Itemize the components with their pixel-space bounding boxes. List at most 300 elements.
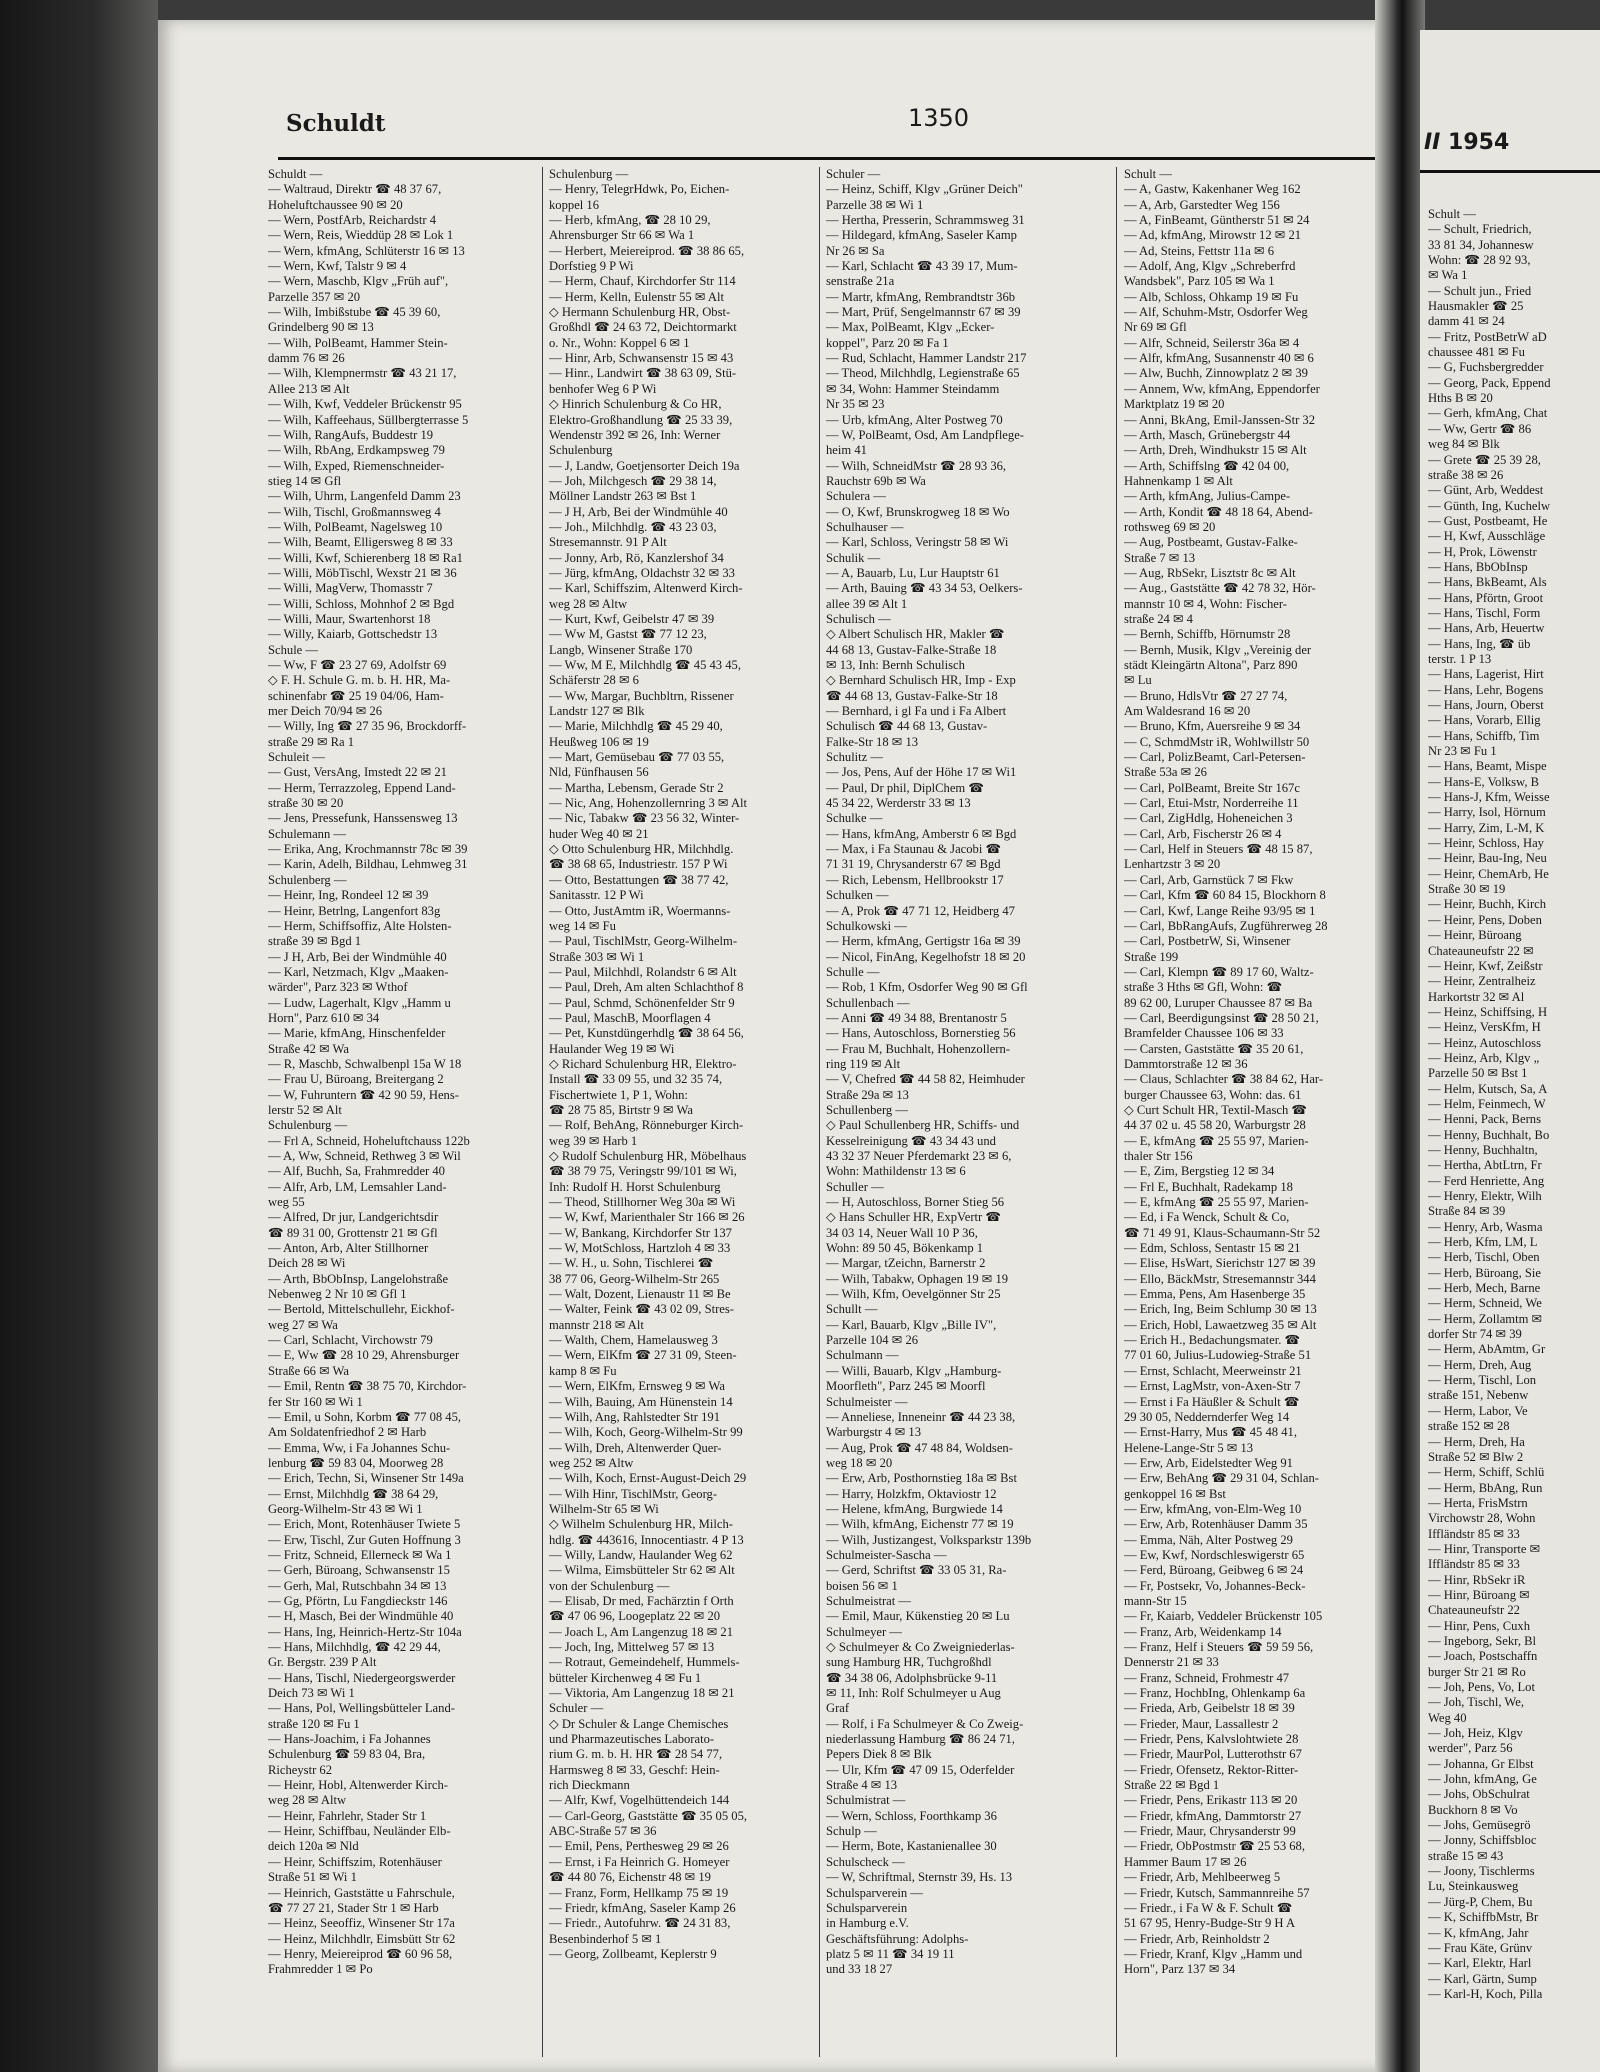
facing-entry-line: — Herm, AbAmtm, Gr (1428, 1342, 1546, 1357)
facing-entry-line: — Heinr, Buchh, Kirch (1428, 897, 1547, 912)
directory-entry-line: — Ferd, Büroang, Geibweg 6 ✉ 24 (1124, 1563, 1304, 1578)
directory-entry-line: — Franz, Schneid, Frohmestr 47 (1124, 1670, 1290, 1685)
directory-entry-line: Schulmeyer — (826, 1624, 902, 1639)
directory-entry-line: Schulmeister — (826, 1394, 908, 1409)
directory-entry-line: kamp 8 ✉ Fu (549, 1363, 617, 1378)
directory-entry-line: — Heinz, Seeoffiz, Winsener Str 17a (268, 1916, 455, 1931)
directory-entry-line: Georg-Wilhelm-Str 43 ✉ Wi 1 (268, 1501, 423, 1516)
directory-entry-line: — Willi, Schloss, Mohnhof 2 ✉ Bgd (268, 596, 455, 611)
directory-entry-line: — Carl, PolizBeamt, Carl-Petersen- (1124, 750, 1306, 765)
directory-entry-line: — Adolf, Ang, Klgv „Schreberfrd (1124, 259, 1296, 274)
directory-entry-line: straße 29 ✉ Ra 1 (268, 734, 355, 749)
facing-entry-line: — Herm, Dreh, Ha (1428, 1434, 1525, 1449)
directory-entry-line: ✉ Lu (1124, 673, 1152, 688)
directory-entry-line: ◇ Paul Schullenberg HR, Schiffs- und (826, 1118, 1020, 1133)
directory-entry-line: — Erika, Ang, Krochmannstr 78c ✉ 39 (268, 842, 468, 857)
directory-entry-line: lerstr 52 ✉ Alt (268, 1102, 342, 1117)
directory-entry-line: — Rolf, i Fa Schulmeyer & Co Zweig- (826, 1716, 1024, 1731)
directory-entry-line: — Kurt, Kwf, Geibelstr 47 ✉ 39 (549, 611, 715, 626)
directory-entry-line: Schulle — (826, 964, 880, 979)
directory-entry-line: — Erw, Arb, Rotenhäuser Damm 35 (1124, 1517, 1308, 1532)
directory-entry-line: Großhdl ☎ 24 63 72, Deichtormarkt (549, 320, 737, 335)
directory-entry-line: — Gg, Pförtn, Lu Fangdieckstr 146 (268, 1593, 448, 1608)
directory-entry-line: — W. H., u. Sohn, Tischlerei ☎ (549, 1256, 714, 1271)
directory-entry-line: ✉ 11, Inh: Rolf Schulmeyer u Aug (826, 1686, 1001, 1701)
directory-entry-line: — Anneliese, Inneneinr ☎ 44 23 38, (826, 1409, 1016, 1424)
directory-entry-line: Deich 28 ✉ Wi (268, 1256, 346, 1271)
directory-entry-line: — Alfr, Arb, LM, Lemsahler Land- (268, 1179, 447, 1194)
directory-entry-line: — Rolf, BehAng, Rönneburger Kirch- (549, 1118, 744, 1133)
facing-entry-line: Lu, Steinkausweg (1428, 1879, 1519, 1894)
directory-entry-line: — Wilh, Koch, Ernst-August-Deich 29 (549, 1471, 747, 1486)
directory-entry-line: — Walth, Chem, Hamelausweg 3 (549, 1333, 718, 1348)
directory-entry-line: Lenhartzstr 3 ✉ 20 (1124, 857, 1221, 872)
directory-entry-line: ◇ Albert Schulisch HR, Makler ☎ (826, 627, 1005, 642)
directory-entry-line: — A, FinBeamt, Güntherstr 51 ✉ 24 (1124, 213, 1310, 228)
directory-entry-line: — W, Schriftmal, Sternstr 39, Hs. 13 (826, 1870, 1013, 1885)
directory-entry-line: — Friedr, Kutsch, Sammannreihe 57 (1124, 1885, 1310, 1900)
directory-entry-line: — Wern, Maschb, Klgv „Früh auf", (268, 274, 449, 289)
directory-entry-line: — Ulr, Kfm ☎ 47 09 15, Oderfelder (826, 1762, 1015, 1777)
directory-entry-line: — Wilh, kfmAng, Eichenstr 77 ✉ 19 (826, 1517, 1014, 1532)
directory-entry-line: weg 39 ✉ Harb 1 (549, 1133, 638, 1148)
directory-entry-line: Bramfelder Chaussee 106 ✉ 33 (1124, 1026, 1284, 1041)
facing-entry-line: — Hans, Tischl, Form (1428, 605, 1541, 620)
facing-entry-line: — John, kfmAng, Ge (1428, 1772, 1537, 1787)
directory-entry-line: — Wilh, Justizangest, Volksparkstr 139b (826, 1532, 1032, 1547)
directory-entry-line: Pepers Diek 8 ✉ Blk (826, 1747, 932, 1762)
directory-entry-line: — Ww M, Gastst ☎ 77 12 23, (549, 627, 707, 642)
directory-entry-line: senstraße 21a (826, 274, 895, 289)
directory-entry-line: — Erw, kfmAng, von-Elm-Weg 10 (1124, 1501, 1302, 1516)
directory-entry-line: — Emma, Näh, Alter Postweg 29 (1124, 1532, 1293, 1547)
directory-entry-line: 44 68 13, Gustav-Falke-Straße 18 (826, 642, 997, 657)
directory-entry-line: — W, MotSchloss, Hartzloh 4 ✉ 33 (549, 1241, 731, 1256)
directory-entry-line: — Paul, Dreh, Am alten Schlachthof 8 (549, 980, 744, 995)
directory-entry-line: straße 39 ✉ Bgd 1 (268, 934, 362, 949)
facing-entry-line: — Gerh, kfmAng, Chat (1428, 406, 1548, 421)
directory-entry-line: — Martha, Lebensm, Gerade Str 2 (549, 780, 724, 795)
directory-entry-line: hdlg. ☎ 443616, Innocentiastr. 4 P 13 (549, 1532, 744, 1547)
directory-entry-line: — Hertha, Presserin, Schrammsweg 31 (826, 213, 1025, 228)
directory-entry-line: — E, kfmAng ☎ 25 55 97, Marien- (1124, 1195, 1309, 1210)
directory-entry-line: — J H, Arb, Bei der Windmühle 40 (549, 504, 728, 519)
facing-entry-line: — Johs, Gemüsegrö (1428, 1818, 1531, 1833)
directory-entry-line: — Wern, ElKfm ☎ 27 31 09, Steen- (549, 1348, 737, 1363)
directory-entry-line: — Heinrich, Gaststätte u Fahrschule, (268, 1885, 455, 1900)
directory-entry-line: Sanitasstr. 12 P Wi (549, 888, 644, 903)
directory-entry-line: — Friedr., Autofuhrw. ☎ 24 31 83, (549, 1916, 731, 1931)
facing-entry-line: — Hans, Beamt, Mispe (1428, 759, 1547, 774)
facing-entry-line: — Henny, Buchhalt, Bo (1428, 1127, 1550, 1142)
directory-entry-line: — Annem, Ww, kfmAng, Eppendorfer (1124, 381, 1320, 396)
directory-entry-line: — Ludw, Lagerhalt, Klgv „Hamm u (268, 995, 451, 1010)
directory-entry-line: — Willy, Ing ☎ 27 35 96, Brockdorff- (268, 719, 467, 734)
directory-entry-line: — Margar, tZeichn, Barnerstr 2 (826, 1256, 986, 1271)
directory-entry-line: — Erich, Ing, Beim Schlump 30 ✉ 13 (1124, 1302, 1317, 1317)
column-1 (268, 167, 538, 1978)
directory-entry-line: — Max, PolBeamt, Klgv „Ecker- (826, 320, 995, 335)
directory-entry-line: — Paul, MaschB, Moorflagen 4 (549, 1010, 711, 1025)
directory-entry-line: — Wern, Reis, Wieddüp 28 ✉ Lok 1 (268, 228, 454, 243)
directory-entry-line: Nr 26 ✉ Sa (826, 243, 885, 258)
directory-entry-line: Schulmann — (826, 1348, 899, 1363)
facing-entry-line: — Herb, Tischl, Oben (1428, 1250, 1540, 1265)
directory-entry-line: — Heinr, Schiffbau, Neuländer Elb- (268, 1824, 451, 1839)
directory-entry-line: ☎ 44 80 76, Eichenstr 48 ✉ 19 (549, 1870, 711, 1885)
facing-entry-line: weg 84 ✉ Blk (1428, 437, 1500, 452)
column-2 (549, 167, 819, 1962)
directory-entry-line: — Bernhard, i gl Fa und i Fa Albert (826, 704, 1007, 719)
directory-entry-line: Parzelle 38 ✉ Wi 1 (826, 197, 924, 212)
directory-entry-line: — Walt, Dozent, Lienaustr 11 ✉ Be (549, 1287, 731, 1302)
directory-entry-line: damm 76 ✉ 26 (268, 351, 345, 366)
page-header (286, 100, 1420, 150)
facing-entry-line: — G, Fuchsbergredder (1428, 360, 1544, 375)
directory-entry-line: ☎ 44 68 13, Gustav-Falke-Str 18 (826, 688, 998, 703)
directory-entry-line: — R, Maschb, Schwalbenpl 15a W 18 (268, 1056, 462, 1071)
facing-entry-line: — Jürg-P, Chem, Bu (1428, 1894, 1533, 1909)
directory-entry-line: — Heinr, Schiffszim, Rotenhäuser (268, 1854, 442, 1869)
directory-entry-line: Dennerstr 21 ✉ 33 (1124, 1655, 1219, 1670)
directory-entry-line: lenburg ☎ 59 83 04, Moorweg 28 (268, 1455, 444, 1470)
directory-entry-line: 51 67 95, Henry-Budge-Str 9 H A (1124, 1916, 1296, 1931)
directory-entry-line: — Hinr., Landwirt ☎ 38 63 09, Stü- (549, 366, 737, 381)
directory-entry-line: ◇ Rudolf Schulenburg HR, Möbelhaus (549, 1149, 747, 1163)
facing-entry-line: — Helm, Feinmech, W (1428, 1096, 1546, 1111)
directory-entry-line: — Joh, Milchgesch ☎ 29 38 14, (549, 473, 717, 488)
facing-entry-line: Iffländstr 85 ✉ 33 (1428, 1526, 1520, 1541)
directory-entry-line: ☎ 89 31 00, Grottenstr 21 ✉ Gfl (268, 1225, 438, 1240)
directory-entry-line: — Arth, BbObInsp, Langelohstraße (268, 1271, 449, 1286)
directory-entry-line: — Frieda, Arb, Geibelstr 18 ✉ 39 (1124, 1701, 1295, 1716)
facing-entry-line: — Hinr, Büroang ✉ (1428, 1587, 1530, 1602)
directory-entry-line: Schulsparverein — (826, 1885, 923, 1900)
directory-entry-line: ◇ Richard Schulenburg HR, Elektro- (549, 1056, 737, 1071)
directory-entry-line: rich Dieckmann (549, 1778, 630, 1793)
directory-entry-line: — Frieder, Maur, Lassallestr 2 (1124, 1716, 1279, 1731)
directory-entry-line: Schulenburg ☎ 59 83 04, Bra, (268, 1747, 426, 1762)
facing-entry-line: dorfer Str 74 ✉ 39 (1428, 1327, 1522, 1342)
directory-entry-line: Schulik — (826, 550, 881, 565)
facing-entry-line: Nr 23 ✉ Fu 1 (1428, 744, 1497, 759)
directory-entry-line: — Gust, VersAng, Imstedt 22 ✉ 21 (268, 765, 447, 780)
directory-entry-line: Schulenburg (549, 443, 613, 458)
facing-page-fragment (1420, 30, 1600, 2072)
directory-entry-line: — Ernst, LagMstr, von-Axen-Str 7 (1124, 1379, 1301, 1394)
directory-entry-line: von der Schulenburg — (549, 1578, 670, 1593)
facing-entry-line: — Herm, Zollamtm ✉ (1428, 1311, 1543, 1326)
facing-entry-line: — Herb, Kfm, LM, L (1428, 1235, 1538, 1250)
directory-entry-line: städt Kleingärtn Altona", Parz 890 (1124, 658, 1298, 672)
directory-entry-line: Schuler — (549, 1701, 604, 1716)
facing-entry-line: — Hans-E, Volksw, B (1428, 774, 1540, 789)
facing-entry-line: — Grete ☎ 25 39 28, (1428, 452, 1541, 467)
directory-entry-line: ◇ Hans Schuller HR, ExpVertr ☎ (826, 1210, 1002, 1225)
directory-entry-line: — Frl A, Schneid, Hoheluftchauss 122b (268, 1133, 470, 1148)
facing-entry-line: — Herm, Labor, Ve (1428, 1403, 1528, 1418)
facing-entry-line: Hausmakler ☎ 25 (1428, 299, 1524, 314)
facing-entry-line: — H, Prok, Löwenstr (1428, 544, 1537, 559)
facing-column (1428, 207, 1600, 2002)
directory-entry-line: Schuldt — (268, 167, 323, 181)
directory-entry-line: — Heinz, Milchhdlr, Eimsbütt Str 62 (268, 1931, 456, 1946)
directory-entry-line: — Hans, Ing, Heinrich-Hertz-Str 104a (268, 1624, 462, 1639)
directory-entry-line: Wandsbek", Parz 105 ✉ Wa 1 (1124, 274, 1275, 289)
directory-entry-line: ◇ Bernhard Schulisch HR, Imp - Exp (826, 673, 1016, 688)
directory-entry-line: — Franz, HochbIng, Ohlenkamp 6a (1124, 1686, 1306, 1701)
page-number: 1350 (908, 104, 970, 132)
directory-entry-line: ☎ 71 49 91, Klaus-Schaumann-Str 52 (1124, 1225, 1321, 1240)
column-divider (542, 167, 543, 2057)
directory-entry-line: Richeystr 62 (268, 1762, 333, 1777)
directory-entry-line: Möllner Landstr 263 ✉ Bst 1 (549, 489, 697, 504)
directory-entry-line: o. Nr., Wohn: Koppel 6 ✉ 1 (549, 335, 690, 350)
directory-entry-line: — Willy, Landw, Haulander Weg 62 (549, 1547, 733, 1562)
directory-entry-line: — Erich, Hobl, Lawaetzweg 35 ✉ Alt (1124, 1317, 1317, 1332)
directory-entry-line: Schulera — (826, 489, 886, 504)
directory-entry-line: ◇ Dr Schuler & Lange Chemisches (549, 1716, 729, 1731)
directory-entry-line: Helene-Lange-Str 5 ✉ 13 (1124, 1440, 1254, 1455)
directory-entry-line: — H, Masch, Bei der Windmühle 40 (268, 1609, 454, 1624)
directory-entry-line: — Frau M, Buchhalt, Hohenzollern- (826, 1041, 1010, 1056)
directory-entry-line: — Emma, Pens, Am Hasenberge 35 (1124, 1287, 1306, 1302)
directory-entry-line: — Alf, Schuhm-Mstr, Osdorfer Weg (1124, 305, 1308, 320)
directory-entry-line: Harmsweg 8 ✉ 33, Geschf: Hein- (549, 1762, 720, 1777)
directory-entry-line: Haulander Weg 19 ✉ Wi (549, 1041, 675, 1056)
facing-entry-line: — Herm, Schneid, We (1428, 1296, 1542, 1311)
directory-entry-line: — Friedr, Arb, Mehlbeerweg 5 (1124, 1870, 1281, 1885)
directory-entry-line: — Hans, Autoschloss, Bornerstieg 56 (826, 1026, 1016, 1041)
facing-entry-line: — Joh, Pens, Vo, Lot (1428, 1680, 1535, 1694)
directory-entry-line: — Willi, Kwf, Schierenberg 18 ✉ Ra1 (268, 550, 463, 565)
directory-entry-line: — Georg, Zollbeamt, Keplerstr 9 (549, 1946, 717, 1961)
directory-entry-line: Wohn: 89 50 45, Bökenkamp 1 (826, 1241, 984, 1256)
directory-entry-line: — Mart, Prüf, Sengelmannstr 67 ✉ 39 (826, 305, 1021, 320)
facing-entry-line: damm 41 ✉ 24 (1428, 314, 1505, 329)
directory-entry-line: — Fritz, Schneid, Ellerneck ✉ Wa 1 (268, 1547, 452, 1562)
facing-entry-line: — Günth, Ing, Kuchelw (1428, 498, 1551, 513)
directory-entry-line: — Ed, i Fa Wenck, Schult & Co, (1124, 1210, 1290, 1225)
directory-entry-line: straße 3 Hths ✉ Gfl, Wohn: ☎ (1124, 980, 1283, 995)
directory-entry-line: ✉ 34, Wohn: Hammer Steindamm (826, 381, 1000, 396)
directory-entry-line: — Erw, Arb, Posthornstieg 18a ✉ Bst (826, 1471, 1017, 1486)
facing-entry-line: Straße 84 ✉ 39 (1428, 1204, 1506, 1219)
directory-entry-line: Schulemann — (268, 826, 346, 841)
directory-entry-line: — Arth, Bauing ☎ 43 34 53, Oelkers- (826, 581, 1023, 596)
directory-entry-line: Landstr 127 ✉ Blk (549, 704, 645, 719)
directory-entry-line: — Wilh, Ang, Rahlstedter Str 191 (549, 1409, 721, 1424)
directory-entry-line: — Edm, Schloss, Sentastr 15 ✉ 21 (1124, 1241, 1301, 1256)
directory-entry-line: — Erw, BehAng ☎ 29 31 04, Schlan- (1124, 1471, 1320, 1486)
directory-entry-line: Am Soldatenfriedhof 2 ✉ Harb (268, 1425, 427, 1440)
directory-entry-line: Nr 35 ✉ 23 (826, 397, 885, 412)
directory-entry-line: thaler Str 156 (1124, 1149, 1193, 1163)
directory-entry-line: Nld, Fünfhausen 56 (549, 765, 649, 780)
directory-entry-line: — Karl, Schiffszim, Altenwerd Kirch- (549, 581, 743, 596)
facing-entry-line: — K, kfmAng, Jahr (1428, 1925, 1529, 1940)
directory-entry-line: — Harry, Holzkfm, Oktaviostr 12 (826, 1486, 997, 1501)
directory-entry-line: — Heinz, Schiff, Klgv „Grüner Deich" (826, 182, 1023, 197)
facing-entry-line: — Karl-H, Koch, Pilla (1428, 1986, 1543, 2001)
directory-entry-line: — Ernst-Harry, Mus ☎ 45 48 41, (1124, 1425, 1297, 1440)
facing-entry-line: Chateauneufstr 22 ✉ (1428, 943, 1534, 958)
directory-entry-line: Schulitz — (826, 750, 884, 765)
directory-entry-line: — Wilh, RangAufs, Buddestr 19 (268, 427, 434, 442)
directory-entry-line: — W, Kwf, Marienthaler Str 166 ✉ 26 (549, 1210, 745, 1225)
directory-entry-line: allee 39 ✉ Alt 1 (826, 596, 908, 611)
directory-entry-line: Schulken — (826, 888, 889, 903)
facing-entry-line: — Hans, Journ, Oberst (1428, 698, 1544, 712)
directory-entry-line: — Franz, Helf i Steuers ☎ 59 59 56, (1124, 1640, 1314, 1654)
facing-entry-line: straße 151, Nebenw (1428, 1388, 1529, 1403)
directory-entry-line: rothsweg 69 ✉ 20 (1124, 519, 1216, 534)
directory-entry-line: — Friedr, kfmAng, Dammtorstr 27 (1124, 1808, 1302, 1823)
directory-entry-line: — Claus, Schlachter ☎ 38 84 62, Har- (1124, 1072, 1324, 1087)
directory-entry-line: weg 55 (268, 1195, 305, 1210)
directory-entry-line: straße 30 ✉ 20 (268, 796, 344, 811)
directory-entry-line: — Joach L, Am Langenzug 18 ✉ 21 (549, 1624, 734, 1639)
facing-entry-line: — Heinr, Pens, Doben (1428, 912, 1542, 927)
directory-entry-line: — Karl, Schloss, Veringstr 58 ✉ Wi (826, 535, 1009, 550)
directory-entry-line: ☎ 47 06 96, Loogeplatz 22 ✉ 20 (549, 1609, 721, 1624)
facing-entry-line: — Joach, Postschaffn (1428, 1649, 1538, 1664)
directory-entry-line: Schulp — (826, 1824, 877, 1839)
directory-entry-line: ◇ Wilhelm Schulenburg HR, Milch- (549, 1517, 733, 1532)
facing-entry-line: Weg 40 (1428, 1710, 1467, 1725)
directory-entry-line: Frahmredder 1 ✉ Po (268, 1962, 373, 1977)
directory-entry-line: Schulscheck — (826, 1854, 905, 1869)
directory-entry-line: — Arth, Kondit ☎ 48 18 64, Abend- (1124, 504, 1313, 519)
directory-entry-line: Ahrensburger Str 66 ✉ Wa 1 (549, 228, 695, 243)
directory-entry-line: 38 77 06, Georg-Wilhelm-Str 265 (549, 1271, 720, 1286)
directory-entry-line: Moorfleth", Parz 245 ✉ Moorfl (826, 1379, 986, 1394)
directory-entry-line: Parzelle 357 ✉ 20 (268, 289, 361, 304)
directory-entry-line: — Ew, Kwf, Nordschleswigerstr 65 (1124, 1547, 1305, 1562)
directory-entry-line: 77 01 60, Julius-Ludowieg-Straße 51 (1124, 1348, 1312, 1363)
directory-entry-line: — W, Fuhruntern ☎ 42 90 59, Hens- (268, 1087, 459, 1102)
facing-entry-line: — Hinr, Pens, Cuxh (1428, 1618, 1530, 1633)
facing-entry-line: ✉ Wa 1 (1428, 268, 1468, 283)
directory-entry-line: — Carl, Kwf, Lange Reihe 93/95 ✉ 1 (1124, 903, 1316, 918)
directory-entry-line: 71 31 19, Chrysanderstr 67 ✉ Bgd (826, 857, 1001, 872)
facing-entry-line: — Heinr, Kwf, Zeißstr (1428, 958, 1543, 973)
facing-entry-line: — Joh, Heiz, Klgv (1428, 1726, 1523, 1741)
directory-entry-line: Straße 42 ✉ Wa (268, 1041, 350, 1056)
directory-entry-line: — Jonny, Arb, Rö, Kanzlershof 34 (549, 550, 724, 565)
directory-entry-line: — Carl, Beerdigungsinst ☎ 28 50 21, (1124, 1010, 1319, 1025)
facing-entry-line: chaussee 481 ✉ Fu (1428, 345, 1525, 360)
directory-entry-line: koppel", Parz 20 ✉ Fa 1 (826, 335, 949, 350)
directory-entry-line: Schuller — (826, 1179, 884, 1194)
directory-entry-line: — Anni, BkAng, Emil-Janssen-Str 32 (1124, 412, 1316, 427)
directory-entry-line: ◇ Hermann Schulenburg HR, Obst- (549, 305, 731, 320)
directory-entry-line: — Friedr, Pens, Kalvslohtwiete 28 (1124, 1732, 1299, 1747)
directory-entry-line: Hahnenkamp 1 ✉ Alt (1124, 473, 1233, 488)
directory-entry-line: — Wilh, Bauing, Am Hünenstein 14 (549, 1394, 733, 1409)
facing-entry-line: — Schult, Friedrich, (1428, 222, 1532, 237)
directory-entry-line: — Karl, Bauarb, Klgv „Bille IV", (826, 1317, 997, 1332)
facing-entry-line: — Hans, Ing, ☎ üb (1428, 636, 1531, 651)
directory-entry-line: — Carl, Schlacht, Virchowstr 79 (268, 1333, 433, 1348)
directory-entry-line: Schulenberg — (268, 872, 347, 887)
directory-entry-line: — Carl, Arb, Garnstück 7 ✉ Fkw (1124, 872, 1294, 887)
directory-entry-line: wärder", Parz 323 ✉ Wthof (268, 980, 408, 995)
facing-entry-line: burger Str 21 ✉ Ro (1428, 1664, 1526, 1679)
directory-entry-line: Allee 213 ✉ Alt (268, 381, 350, 396)
directory-entry-line: — V, Chefred ☎ 44 58 82, Heimhuder (826, 1072, 1025, 1087)
directory-entry-line: — Henry, Meiereiprod ☎ 60 96 58, (268, 1946, 453, 1961)
directory-entry-line: — Elise, HsWart, Sierichstr 127 ✉ 39 (1124, 1256, 1316, 1271)
directory-entry-line: ◇ F. H. Schule G. m. b. H. HR, Ma- (268, 673, 451, 688)
directory-entry-line: Geschäftsführung: Adolphs- (826, 1931, 969, 1946)
directory-entry-line: — Jens, Pressefunk, Hanssensweg 13 (268, 811, 458, 826)
page-catchword: Schuldt (286, 110, 386, 137)
directory-entry-line: — Ello, BäckMstr, Stresemannstr 344 (1124, 1271, 1316, 1286)
facing-entry-line: — Karl, Elektr, Harl (1428, 1956, 1532, 1971)
directory-entry-line: — Frl E, Buchhalt, Radekamp 18 (1124, 1179, 1293, 1194)
directory-entry-line: deich 120a ✉ Nld (268, 1839, 359, 1854)
directory-entry-line: — Emil, Maur, Kükenstieg 20 ✉ Lu (826, 1609, 1010, 1624)
directory-entry-line: — Hans, kfmAng, Amberstr 6 ✉ Bgd (826, 826, 1017, 841)
directory-entry-line: — Arth, Masch, Grünebergstr 44 (1124, 427, 1291, 442)
directory-entry-line: — Friedr, Maur, Chrysanderstr 99 (1124, 1824, 1296, 1839)
directory-entry-line: — J H, Arb, Bei der Windmühle 40 (268, 949, 447, 964)
directory-entry-line: huder Weg 40 ✉ 21 (549, 826, 649, 841)
directory-entry-line: — Marie, kfmAng, Hinschenfelder (268, 1026, 446, 1041)
facing-entry-line: — H, Kwf, Ausschläge (1428, 529, 1546, 544)
facing-entry-line: Virchowstr 28, Wohn (1428, 1511, 1536, 1526)
directory-entry-line: Schule — (268, 642, 319, 657)
directory-entry-line: Schulisch — (826, 611, 891, 626)
directory-page (158, 20, 1420, 2072)
column-divider (819, 167, 820, 2057)
facing-entry-line: Straße 52 ✉ Blw 2 (1428, 1449, 1524, 1464)
directory-entry-line: ☎ 38 79 75, Veringstr 99/101 ✉ Wi, (549, 1164, 737, 1179)
directory-entry-line: — Friedr, Arb, Reinholdstr 2 (1124, 1931, 1270, 1946)
directory-entry-line: Schulenburg — (268, 1118, 348, 1133)
directory-entry-line: — Urb, kfmAng, Alter Postweg 70 (826, 412, 1003, 427)
directory-entry-line: Elektro-Großhandlung ☎ 25 33 39, (549, 412, 733, 427)
facing-entry-line: — Henry, Elektr, Wilh (1428, 1189, 1542, 1203)
directory-entry-line: — Ernst, Schlacht, Meerweinstr 21 (1124, 1363, 1302, 1378)
directory-entry-line: platz 5 ✉ 11 ☎ 34 19 11 (826, 1946, 955, 1961)
directory-entry-line: — A, Ww, Schneid, Rethweg 3 ✉ Wil (268, 1149, 461, 1163)
directory-entry-line: schinenfabr ☎ 25 19 04/06, Ham- (268, 688, 444, 703)
directory-entry-line: — Carl, Helf in Steuers ☎ 48 15 87, (1124, 842, 1313, 857)
directory-entry-line: Rauchstr 69b ✉ Wa (826, 473, 926, 488)
directory-entry-line: ✉ 13, Inh: Bernh Schulisch (826, 658, 965, 672)
directory-entry-line: weg 28 ✉ Altw (549, 596, 628, 611)
directory-entry-line: heim 41 (826, 443, 867, 458)
facing-entry-line: werder", Parz 56 (1428, 1741, 1513, 1756)
directory-entry-line: — Herm, Kelln, Eulenstr 55 ✉ Alt (549, 289, 724, 304)
directory-entry-line: — Marie, Milchhdlg ☎ 45 29 40, (549, 719, 723, 734)
directory-entry-line: — Karl, Netzmach, Klgv „Maaken- (268, 964, 449, 979)
directory-entry-line: Schulisch ☎ 44 68 13, Gustav- (826, 719, 988, 734)
directory-entry-line: — Friedr, Kranf, Klgv „Hamm und (1124, 1946, 1303, 1961)
facing-entry-line: straße 152 ✉ 28 (1428, 1419, 1510, 1434)
directory-entry-line: — Friedr, Ofensetz, Rektor-Ritter- (1124, 1762, 1299, 1777)
directory-entry-line: — Carl, Etui-Mstr, Norderreihe 11 (1124, 796, 1299, 811)
directory-entry-line: Kesselreinigung ☎ 43 34 43 und (826, 1133, 996, 1148)
facing-entry-line: — Heinz, Schiffsing, H (1428, 1004, 1548, 1019)
directory-entry-line: mannstr 218 ✉ Alt (549, 1317, 644, 1332)
directory-entry-line: — Hans, Pol, Wellingsbütteler Land- (268, 1701, 455, 1716)
directory-entry-line: genkoppel 16 ✉ Bst (1124, 1486, 1226, 1501)
directory-entry-line: Straße 4 ✉ 13 (826, 1778, 898, 1793)
facing-entry-line: — Herm, BbAng, Run (1428, 1480, 1543, 1495)
